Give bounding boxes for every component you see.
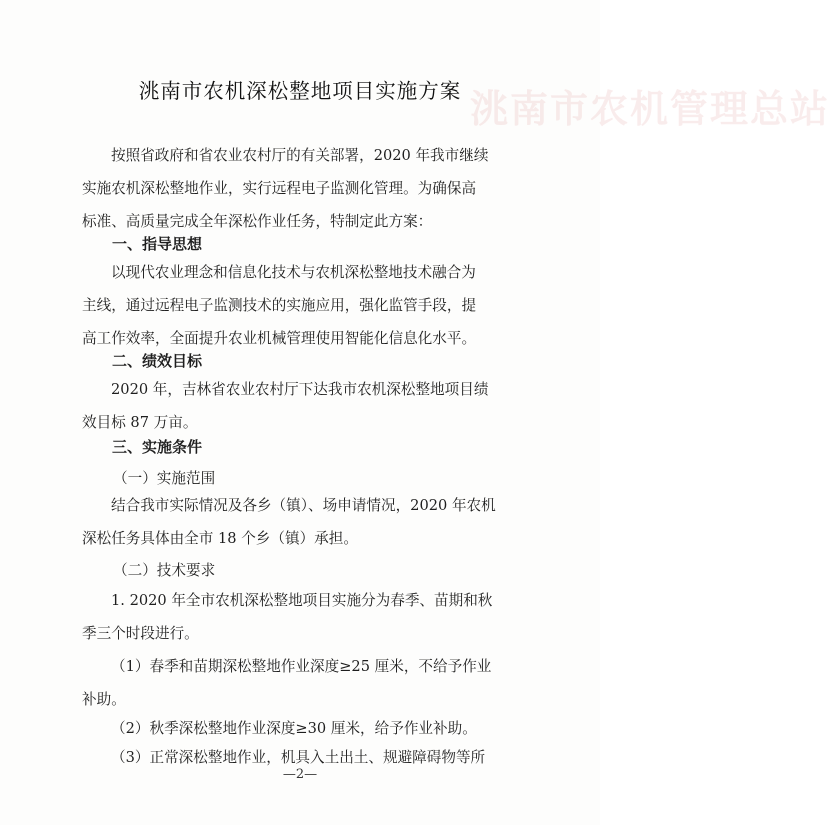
paragraph-line: 补助。	[82, 691, 126, 708]
paragraph-line: 2020 年，吉林省农业农村厅下达我市农机深松整地项目绩	[111, 381, 489, 398]
paragraph-line: 1. 2020 年全市农机深松整地项目实施分为春季、苗期和秋	[111, 592, 493, 609]
paragraph-line: 季三个时段进行。	[82, 625, 199, 642]
paragraph-line: （1）春季和苗期深松整地作业深度≥25 厘米，不给予作业	[111, 658, 492, 675]
section-heading: 三、实施条件	[112, 438, 203, 456]
paragraph-line: 以现代农业理念和信息化技术与农机深松整地技术融合为	[111, 264, 476, 281]
section-heading: 一、指导思想	[112, 235, 203, 253]
watermark-stamp: 洮南市农机管理总站	[470, 86, 830, 131]
document-title: 洮南市农机深松整地项目实施方案	[138, 79, 462, 103]
intro-line: 按照省政府和省农业农村厅的有关部署，2020 年我市继续	[111, 147, 489, 164]
paragraph-line: 深松任务具体由全市 18 个乡（镇）承担。	[82, 530, 358, 547]
paragraph-line: 效目标 87 万亩。	[82, 414, 198, 431]
page-number: —2—	[282, 767, 318, 782]
subsection-heading: （一）实施范围	[113, 470, 216, 487]
section-heading: 二、绩效目标	[112, 352, 203, 370]
paragraph-line: 主线，通过远程电子监测技术的实施应用，强化监管手段，提	[82, 297, 477, 314]
intro-line: 标准、高质量完成全年深松作业任务，特制定此方案：	[82, 213, 433, 230]
paragraph-line: 高工作效率，全面提升农业机械管理使用智能化信息化水平。	[82, 330, 477, 347]
intro-line: 实施农机深松整地作业，实行远程电子监测化管理。为确保高	[82, 180, 477, 197]
paragraph-line: （2）秋季深松整地作业深度≥30 厘米，给予作业补助。	[111, 720, 477, 737]
paragraph-line: （3）正常深松整地作业，机具入土出土、规避障碍物等所	[111, 749, 486, 766]
paragraph-line: 结合我市实际情况及各乡（镇）、场申请情况，2020 年农机	[111, 497, 496, 514]
subsection-heading: （二）技术要求	[113, 562, 216, 579]
